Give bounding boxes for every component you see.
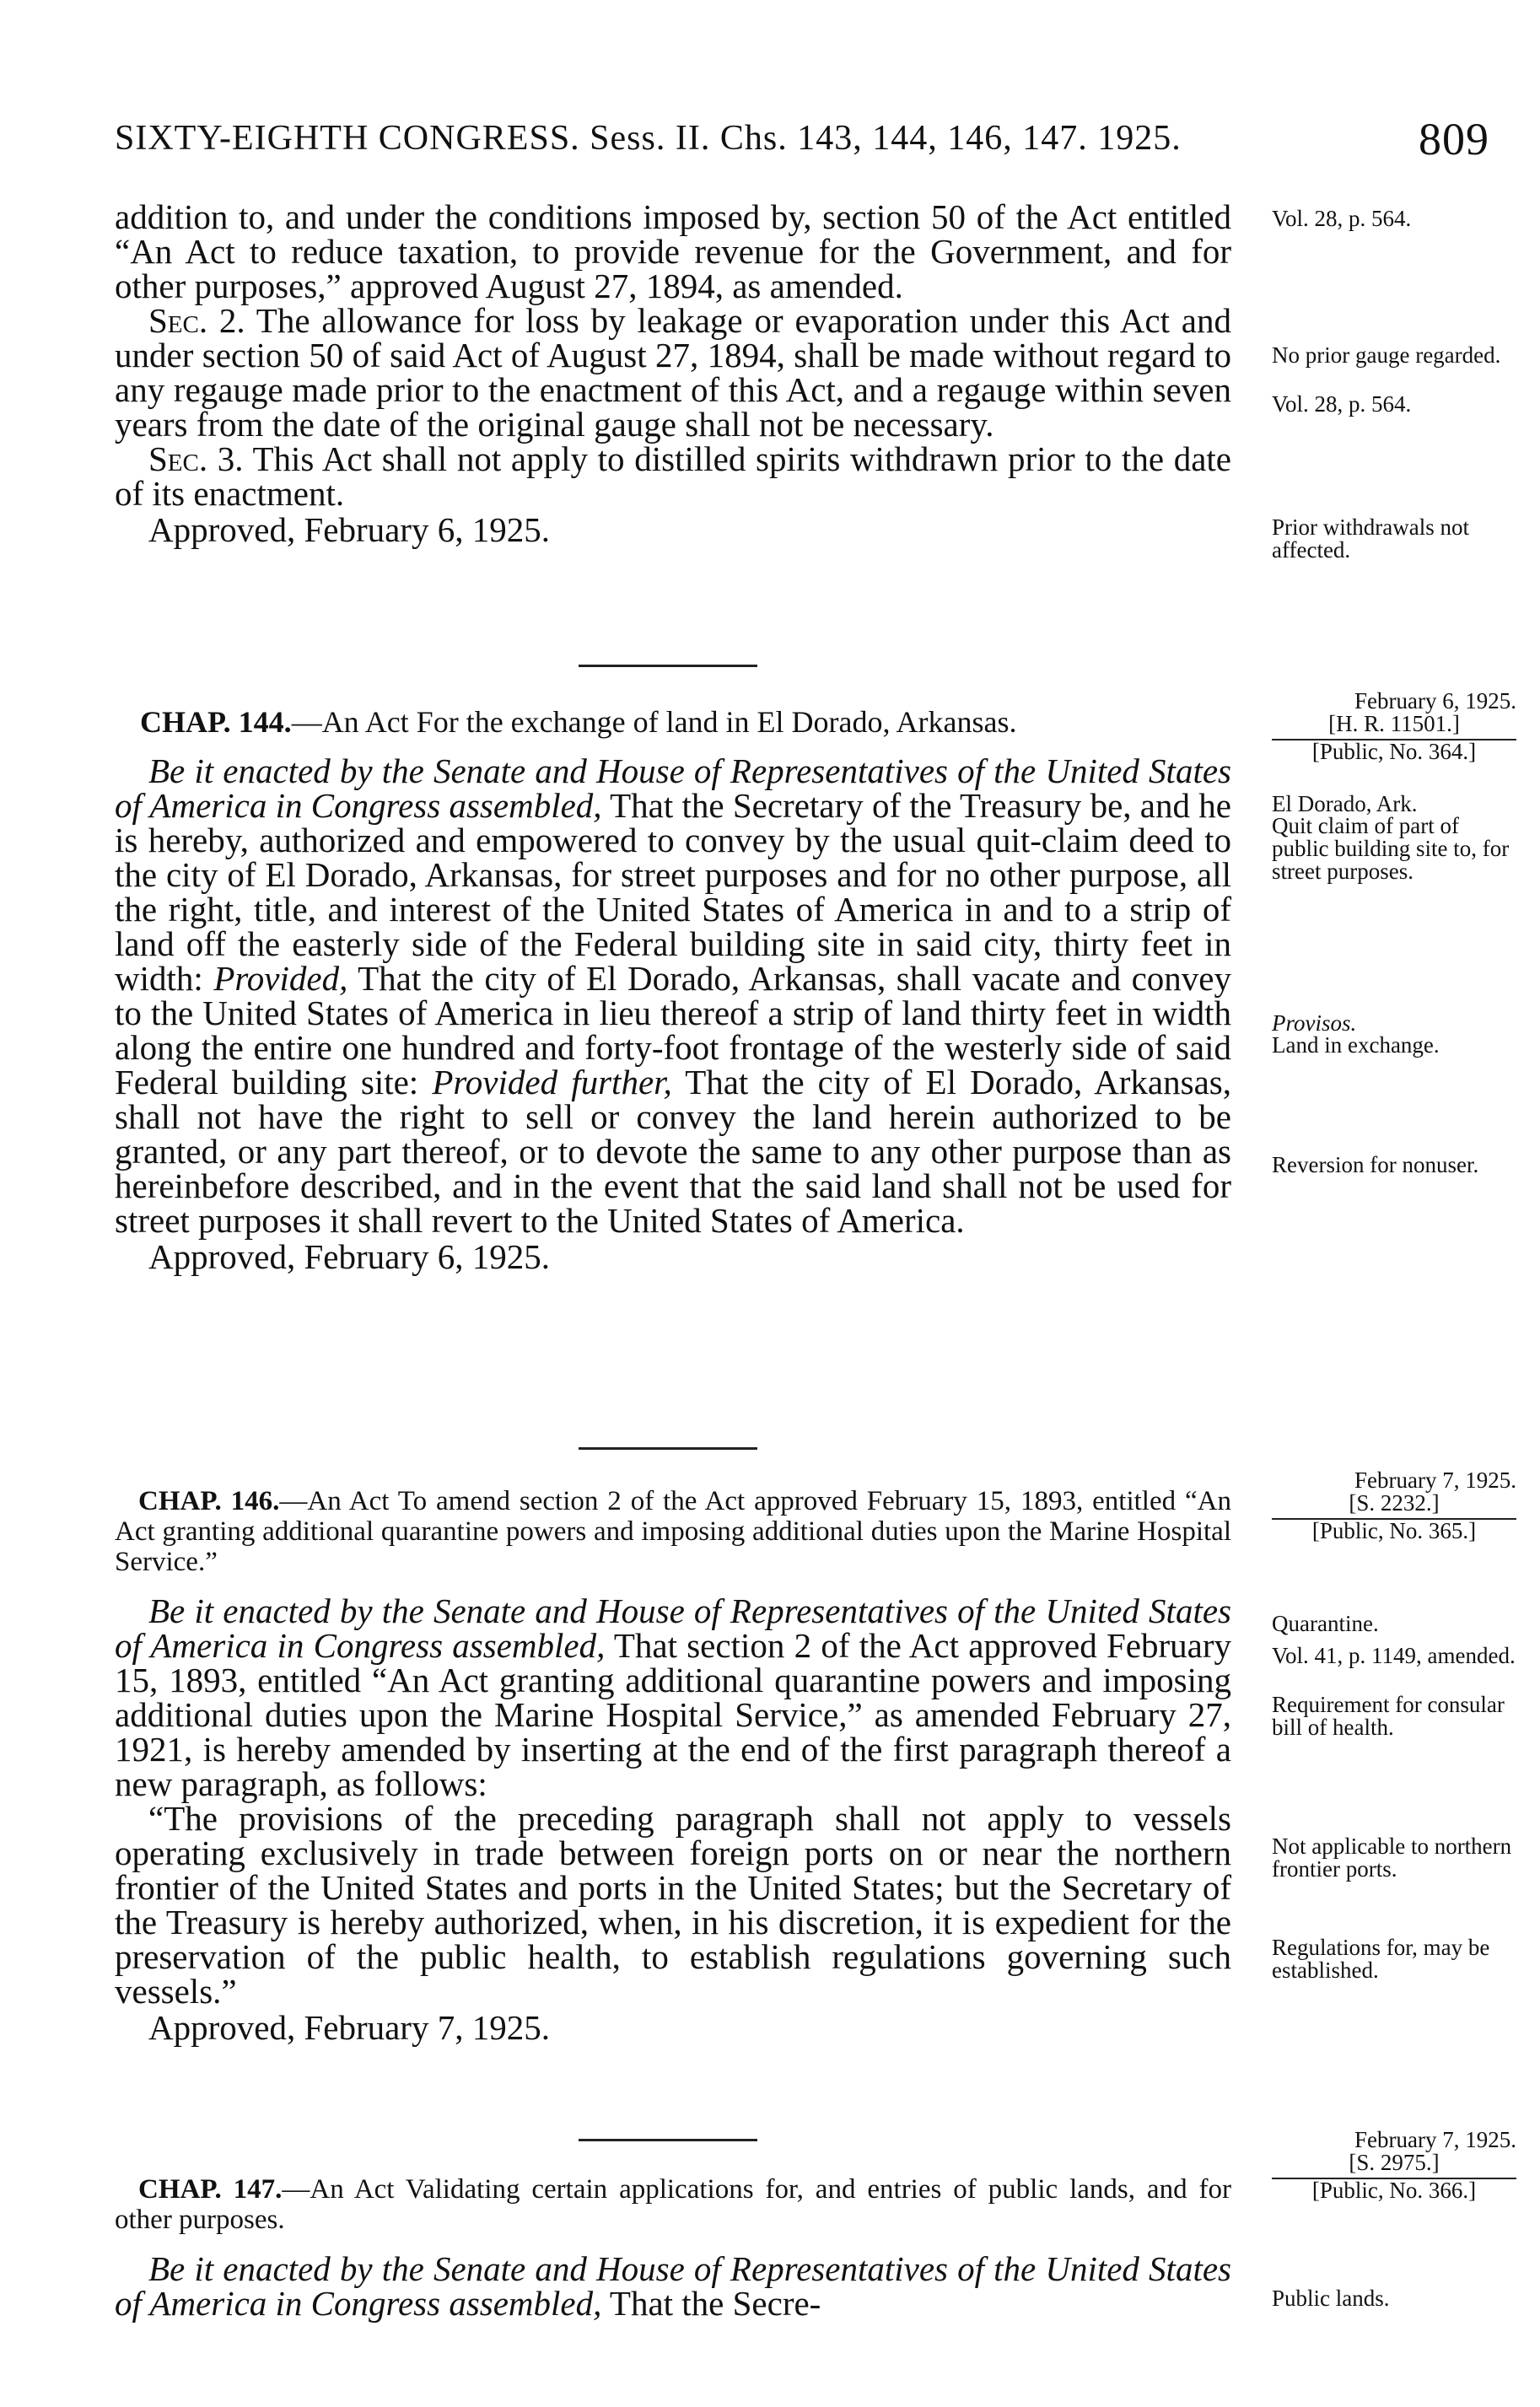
ch146-enacting-clause: Be it enacted by the Senate and House of Representatives of the United States of America in Congress assembled, [115, 1591, 1231, 1665]
ch143-sec2 [115, 301, 1231, 444]
ch144-provided: Provided, [213, 959, 348, 998]
ch146-approved: Approved, February 7, 1925. [148, 2008, 550, 2047]
ch144-body [115, 751, 1231, 1240]
running-head: SIXTY-EIGHTH CONGRESS. Sess. II. Chs. 143, 144, 146, 147. 1925. [115, 119, 1182, 158]
ch144-approved: Approved, February 6, 1925. [148, 1237, 550, 1276]
margin-note-public-lands: Public lands. [1272, 2286, 1390, 2311]
margin-note-vol28-a: Vol. 28, p. 564. [1272, 206, 1412, 231]
ch147-sidehead [1272, 2129, 1516, 2202]
sec2-text: The allowance for loss by leakage or evaporation under this Act and under section 50 of said Act of August 27, 1894, shall be made without regard to any regauge made prior to the enactment of this Act, and a regauge within seven years from the date of the original gauge shall not be necessary. [115, 301, 1231, 444]
ch146-quoted: “The provisions of the preceding paragraph shall not apply to vessels operating exclusively in trade between foreign ports on or near the northern frontier of the United States and ports in the United States; but the Secretary of the Treasury is hereby authorized, when, in his discretion, it is expedient for the preservation of the public health, to establish regulations governing such vessels.” [115, 1799, 1231, 2011]
margin-note-not-applicable: Not applicable to northern frontier ports. [1272, 1834, 1512, 1882]
sec3-label: Sec. 3. [148, 439, 244, 478]
ch147-title-text: —An Act Validating certain applications for, and entries of public lands, and for other purposes. [115, 2174, 1231, 2235]
ch147-enacting-clause: Be it enacted by the Senate and House of Representatives of the United States of America in Congress assembled, [115, 2249, 1231, 2323]
ch146-body [115, 1591, 1232, 1803]
ch144-provided-further: Provided further, [432, 1063, 672, 1101]
ch146-section [115, 1486, 1231, 2045]
ch147-section [115, 2174, 1231, 2321]
page-number: 809 [1419, 114, 1489, 164]
ch144-section [115, 705, 1231, 1274]
ch146-date: February 7, 1925. [1354, 1467, 1516, 1493]
margin-note-prior-withdrawals: Prior withdrawals not affected. [1272, 514, 1469, 563]
ch147-body-1: That the Secre- [609, 2284, 821, 2323]
ch147-body [115, 2249, 1231, 2323]
ch147-date: February 7, 1925. [1354, 2127, 1516, 2152]
margin-note-provisos: Provisos. [1272, 1010, 1357, 1036]
margin-note-reversion: Reversion for nonuser. [1272, 1152, 1479, 1177]
ch144-sidehead [1272, 690, 1516, 763]
margin-note-vol28-b: Vol. 28, p. 564. [1272, 391, 1412, 417]
ch143-section [115, 197, 1232, 549]
ch146-title [115, 1486, 1231, 1577]
margin-note-vol41: Vol. 41, p. 1149, amended. [1272, 1643, 1516, 1668]
ch144-title-text: —An Act For the exchange of land in El Dorado, Arkansas. [291, 705, 1017, 739]
section-divider [579, 1447, 757, 1450]
ch143-approved: Approved, February 6, 1925. [148, 510, 550, 549]
margin-note-quarantine: Quarantine. [1272, 1611, 1379, 1636]
ch144-date: February 6, 1925. [1354, 688, 1516, 713]
ch144-public-law: [Public, No. 364.] [1311, 739, 1477, 764]
ch146-body-1: That section 2 of the Act approved February 15, 1893, entitled “An Act granting additional quarantine powers and imposing additional duties upon the Marine Hospital Service,” as amended February 27, 1921, is hereby amended by inserting at the end of the first paragraph thereof a new paragraph, as follows: [115, 1626, 1232, 1803]
ch144-body-3: That the city of El Dorado, Arkansas, shall not have the right to sell or convey the land herein authorized to be granted, or any part thereof, or to devote the same to any other purpose than as hereinbefore described, and in the event that the said land shall not be used for street purposes it shall revert to the United States of America. [115, 1063, 1231, 1240]
margin-note-requirement: Requirement for consular bill of health. [1272, 1692, 1505, 1740]
margin-note-land-exchange: Land in exchange. [1272, 1032, 1440, 1058]
ch147-title [115, 2174, 1231, 2235]
ch144-bill: [H. R. 11501.] [1272, 713, 1516, 740]
margin-note-el-dorado: El Dorado, Ark. [1272, 791, 1418, 816]
ch144-enacting-clause: Be it enacted by the Senate and House of Representatives of the United States of America in Congress assembled, [115, 751, 1231, 825]
running-header [115, 114, 1489, 169]
margin-note-regulations: Regulations for, may be established. [1272, 1935, 1490, 1983]
margin-note-quit-claim: Quit claim of part of public building site to, for street purposes. [1272, 813, 1510, 884]
ch144-chap-label: CHAP. 144. [140, 705, 292, 739]
ch147-chap-label: CHAP. 147. [138, 2174, 283, 2205]
section-divider [579, 2139, 757, 2141]
ch146-bill: [S. 2232.] [1272, 1492, 1516, 1520]
margin-note-no-regauge: No prior gauge regarded. [1272, 342, 1501, 368]
sec2-label: Sec. 2. [148, 301, 245, 340]
ch144-body-1: That the Secretary of the Treasury be, and he is hereby, authorized and empowered to convey by the usual quit-claim deed to the city of El Dorado, Arkansas, for street purposes and for no other purpose, all the right, title, and interest of the United States of America in and to a strip of land off the easterly side of the Federal building site in said city, thirty feet in width: [115, 786, 1231, 998]
ch143-sec3 [115, 439, 1232, 513]
ch146-public-law: [Public, No. 365.] [1311, 1518, 1477, 1543]
ch144-body-2: That the city of El Dorado, Arkansas, shall vacate and convey to the United States of America in lieu thereof a strip of land thirty feet in width along the entire one hundred and forty-foot frontage of the westerly side of said Federal building site: [115, 959, 1231, 1101]
sec3-text: This Act shall not apply to distilled spirits withdrawn prior to the date of its enactment. [115, 439, 1232, 513]
ch146-title-text: —An Act To amend section 2 of the Act approved February 15, 1893, entitled “An Act granting additional quarantine powers and imposing additional duties upon the Marine Hospital Service.” [115, 1486, 1231, 1577]
section-divider [579, 665, 757, 667]
ch143-continuation: addition to, and under the conditions imposed by, section 50 of the Act entitled “An Act to reduce taxation, to provide revenue for the Government, and for other purposes,” approved August 27, 1894, as amended. [115, 197, 1231, 305]
ch144-title [115, 705, 1231, 739]
ch146-sidehead [1272, 1469, 1516, 1543]
ch147-public-law: [Public, No. 366.] [1311, 2178, 1477, 2203]
ch147-bill: [S. 2975.] [1272, 2151, 1516, 2179]
ch146-chap-label: CHAP. 146. [138, 1486, 280, 1516]
